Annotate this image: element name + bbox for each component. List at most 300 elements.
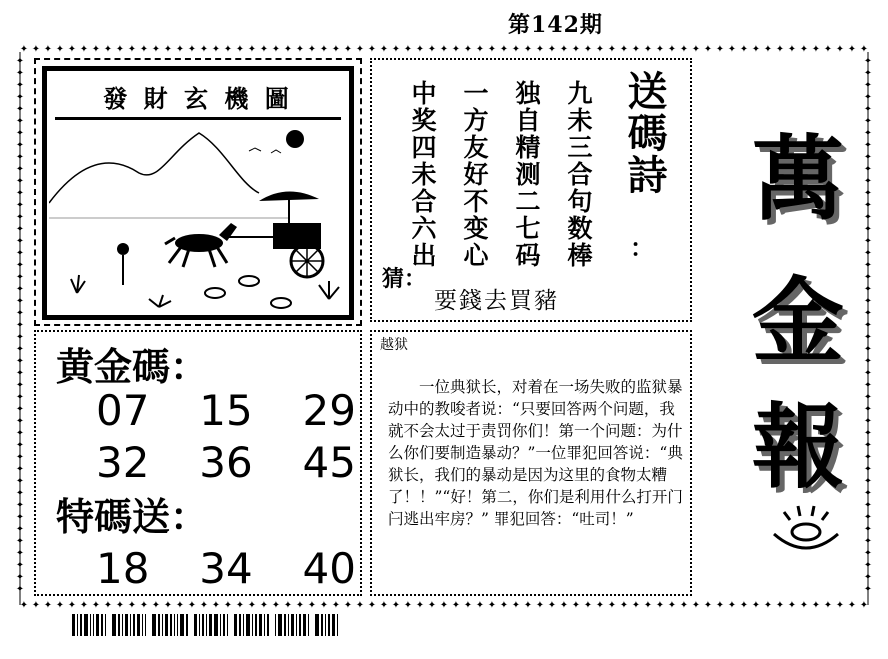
- border-star: ✦: [15, 80, 25, 91]
- border-star: ✦: [223, 600, 233, 611]
- barcode-bar: [137, 614, 140, 636]
- border-star: ✦: [811, 600, 821, 611]
- border-star: ✦: [811, 44, 821, 55]
- border-star: ✦: [859, 600, 869, 611]
- barcode-bar: [246, 614, 250, 636]
- brand-char-3: 報: [752, 393, 845, 501]
- barcode-bar: [90, 614, 91, 636]
- border-star: ✦: [511, 44, 521, 55]
- border-star: ✦: [863, 200, 873, 211]
- barcode-bar: [152, 614, 156, 636]
- border-star: ✦: [863, 356, 873, 367]
- border-star: ✦: [15, 524, 25, 535]
- issue-number: 第142期: [508, 12, 603, 38]
- border-star: ✦: [199, 44, 209, 55]
- border-star: ✦: [863, 404, 873, 415]
- border-star: ✦: [863, 512, 873, 523]
- border-star: ✦: [127, 600, 137, 611]
- border-star: ✦: [91, 44, 101, 55]
- carriage-icon: [229, 191, 323, 277]
- border-star: ✦: [863, 140, 873, 151]
- border-star: ✦: [355, 44, 365, 55]
- border-star: ✦: [15, 404, 25, 415]
- border-star: ✦: [863, 296, 873, 307]
- border-star: ✦: [247, 600, 257, 611]
- border-star: ✦: [667, 44, 677, 55]
- border-star: ✦: [559, 44, 569, 55]
- border-star: ✦: [15, 272, 25, 283]
- border-star: ✦: [799, 44, 809, 55]
- border-star: ✦: [15, 428, 25, 439]
- border-star: ✦: [15, 128, 25, 139]
- barcode-bar: [125, 614, 128, 636]
- barcode-bar: [180, 614, 184, 636]
- barcode-bar: [291, 614, 294, 636]
- border-star: ✦: [115, 600, 125, 611]
- border-star: ✦: [55, 600, 65, 611]
- border-star: ✦: [211, 44, 221, 55]
- barcode-bar: [118, 614, 120, 636]
- border-star: ✦: [787, 600, 797, 611]
- border-star: ✦: [15, 536, 25, 547]
- border-star: ✦: [863, 428, 873, 439]
- border-star: ✦: [775, 600, 785, 611]
- border-star: ✦: [43, 600, 53, 611]
- border-star: ✦: [259, 44, 269, 55]
- border-star: ✦: [15, 236, 25, 247]
- border-star: ✦: [487, 600, 497, 611]
- border-star: ✦: [595, 44, 605, 55]
- border-star: ✦: [863, 584, 873, 595]
- border-star: ✦: [863, 152, 873, 163]
- border-star: ✦: [15, 416, 25, 427]
- border-star: ✦: [451, 44, 461, 55]
- border-star: ✦: [355, 600, 365, 611]
- border-star: ✦: [139, 600, 149, 611]
- poem-panel: [370, 58, 692, 322]
- border-star: ✦: [379, 44, 389, 55]
- barcode-bar: [130, 614, 131, 636]
- barcode-bar: [234, 614, 237, 636]
- barcode-bar: [177, 614, 178, 636]
- barcode-bar: [170, 614, 172, 636]
- border-star: ✦: [607, 600, 617, 611]
- border-star: ✦: [319, 600, 329, 611]
- border-star: ✦: [163, 44, 173, 55]
- border-star: ✦: [655, 44, 665, 55]
- brand-char-2: 金: [752, 267, 845, 375]
- border-star: ✦: [863, 500, 873, 511]
- special-row: [96, 544, 356, 593]
- border-star: ✦: [271, 600, 281, 611]
- barcode-bar: [337, 614, 338, 636]
- border-star: ✦: [15, 308, 25, 319]
- gold-number: 29: [302, 386, 356, 435]
- border-star: ✦: [451, 600, 461, 611]
- border-star: ✦: [307, 44, 317, 55]
- border-star: ✦: [863, 260, 873, 271]
- border-star: ✦: [763, 44, 773, 55]
- barcode-bar: [202, 614, 204, 636]
- border-star: ✦: [859, 44, 869, 55]
- barcode-bar: [112, 614, 116, 636]
- gold-row-2: [96, 438, 356, 487]
- border-star: ✦: [487, 44, 497, 55]
- border-star: ✦: [391, 44, 401, 55]
- story-title: 越狱: [380, 337, 408, 353]
- barcode-bar: [80, 614, 82, 636]
- border-star: ✦: [863, 116, 873, 127]
- barcode-bar: [239, 614, 241, 636]
- border-star: ✦: [863, 452, 873, 463]
- special-label: 特碼送：: [56, 494, 209, 539]
- border-star: ✦: [67, 44, 77, 55]
- barcode-bar: [259, 614, 262, 636]
- border-star: ✦: [15, 452, 25, 463]
- border-star: ✦: [15, 584, 25, 595]
- border-star: ✦: [15, 296, 25, 307]
- barcode-bar: [243, 614, 244, 636]
- border-star: ✦: [535, 600, 545, 611]
- border-star: ✦: [511, 600, 521, 611]
- border-star: ✦: [823, 600, 833, 611]
- barcode-bar: [77, 614, 78, 636]
- barcode-bar: [255, 614, 257, 636]
- border-star: ✦: [15, 512, 25, 523]
- border-star: ✦: [463, 600, 473, 611]
- border-star: ✦: [863, 536, 873, 547]
- border-star: ✦: [151, 600, 161, 611]
- border-star: ✦: [715, 600, 725, 611]
- barcode-bar: [299, 614, 301, 636]
- border-star: ✦: [15, 572, 25, 583]
- border-star: ✦: [331, 600, 341, 611]
- border-star: ✦: [691, 44, 701, 55]
- border-star: ✦: [15, 116, 25, 127]
- border-star: ✦: [31, 600, 41, 611]
- poem-line-3: 一方友好不变心: [460, 80, 489, 269]
- barcode-bar: [220, 614, 221, 636]
- border-star: ✦: [15, 152, 25, 163]
- border-star: ✦: [103, 44, 113, 55]
- border-star: ✦: [427, 44, 437, 55]
- gold-label: 黄金碼：: [56, 344, 209, 389]
- gold-number: 15: [199, 386, 253, 435]
- gold-ingot-icon: [768, 500, 844, 560]
- poem-line-4: 中奖四未合六出: [408, 80, 437, 269]
- border-star: ✦: [863, 248, 873, 259]
- gold-number: 32: [96, 438, 150, 487]
- border-star: ✦: [655, 600, 665, 611]
- border-star: ✦: [367, 600, 377, 611]
- border-star: ✦: [391, 600, 401, 611]
- border-star: ✦: [847, 600, 857, 611]
- border-star: ✦: [643, 600, 653, 611]
- border-star: ✦: [823, 44, 833, 55]
- gold-number: 07: [96, 386, 150, 435]
- barcode-bar: [105, 614, 106, 636]
- border-star: ✦: [691, 600, 701, 611]
- border-star: ✦: [679, 44, 689, 55]
- barcode-bar: [325, 614, 326, 636]
- barcode-bar: [332, 614, 335, 636]
- border-star: ✦: [15, 380, 25, 391]
- border-star: ✦: [15, 260, 25, 271]
- border-star: ✦: [211, 600, 221, 611]
- border-star: ✦: [863, 572, 873, 583]
- border-star: ✦: [571, 44, 581, 55]
- border-star: ✦: [331, 44, 341, 55]
- border-star: ✦: [547, 600, 557, 611]
- barcode-bar: [214, 614, 218, 636]
- border-star: ✦: [427, 600, 437, 611]
- border-star: ✦: [15, 164, 25, 175]
- border-star: ✦: [619, 44, 629, 55]
- story-body-wrap: [388, 376, 684, 530]
- border-star: ✦: [863, 392, 873, 403]
- border-star: ✦: [15, 320, 25, 331]
- barcode-bar: [162, 614, 163, 636]
- flower-icon: [117, 243, 129, 285]
- border-star: ✦: [463, 44, 473, 55]
- special-number: 34: [199, 544, 253, 593]
- border-star: ✦: [15, 440, 25, 451]
- border-star: ✦: [863, 80, 873, 91]
- border-star: ✦: [535, 44, 545, 55]
- border-star: ✦: [295, 600, 305, 611]
- border-star: ✦: [863, 224, 873, 235]
- barcode-bar: [158, 614, 160, 636]
- barcode: [72, 614, 372, 640]
- barcode-bar: [142, 614, 143, 636]
- border-star: ✦: [727, 44, 737, 55]
- border-star: ✦: [475, 44, 485, 55]
- border-star: ✦: [863, 320, 873, 331]
- barcode-bar: [278, 614, 282, 636]
- border-star: ✦: [559, 600, 569, 611]
- border-star: ✦: [763, 600, 773, 611]
- border-star: ✦: [15, 368, 25, 379]
- border-star: ✦: [403, 600, 413, 611]
- border-star: ✦: [55, 44, 65, 55]
- barcode-bar: [93, 614, 94, 636]
- border-star: ✦: [863, 308, 873, 319]
- guess-label: 猜：: [382, 266, 427, 292]
- border-star: ✦: [15, 224, 25, 235]
- gold-number: 36: [199, 438, 253, 487]
- barcode-bar: [315, 614, 319, 636]
- border-star: ✦: [247, 44, 257, 55]
- barcode-bar: [264, 614, 265, 636]
- border-star: ✦: [187, 44, 197, 55]
- gold-number: 45: [302, 438, 356, 487]
- border-star: ✦: [739, 44, 749, 55]
- border-star: ✦: [15, 500, 25, 511]
- puzzle-title: 發 財 玄 機 圖: [103, 84, 293, 113]
- border-star: ✦: [15, 392, 25, 403]
- barcode-bar: [328, 614, 330, 636]
- barcode-bar: [206, 614, 207, 636]
- barcode-bar: [199, 614, 200, 636]
- border-star: ✦: [175, 44, 185, 55]
- barcode-bar: [321, 614, 323, 636]
- poem-line-1: 九未三合句数棒: [564, 80, 593, 269]
- border-star: ✦: [863, 104, 873, 115]
- barcode-bar: [84, 614, 88, 636]
- border-star: ✦: [523, 44, 533, 55]
- border-star: ✦: [863, 380, 873, 391]
- border-star: ✦: [499, 600, 509, 611]
- border-star: ✦: [379, 600, 389, 611]
- border-star: ✦: [863, 272, 873, 283]
- border-star: ✦: [15, 56, 25, 67]
- stones-icon: [205, 276, 291, 308]
- border-star: ✦: [499, 44, 509, 55]
- border-star: ✦: [15, 200, 25, 211]
- barcode-bar: [284, 614, 286, 636]
- border-star: ✦: [667, 600, 677, 611]
- poem-line-2: 独自精测二七码: [512, 80, 541, 269]
- border-star: ✦: [863, 212, 873, 223]
- barcode-bar: [72, 614, 75, 636]
- border-star: ✦: [19, 600, 29, 611]
- border-star: ✦: [115, 44, 125, 55]
- border-star: ✦: [571, 600, 581, 611]
- border-star: ✦: [863, 368, 873, 379]
- border-star: ✦: [319, 44, 329, 55]
- title-divider: [55, 117, 341, 120]
- border-star: ✦: [235, 44, 245, 55]
- barcode-bar: [145, 614, 146, 636]
- special-number: 18: [96, 544, 150, 593]
- puzzle-illustration: [49, 123, 347, 315]
- barcode-bar: [122, 614, 123, 636]
- barcode-bar: [296, 614, 297, 636]
- border-star: ✦: [367, 44, 377, 55]
- barcode-bar: [194, 614, 197, 636]
- border-star: ✦: [727, 600, 737, 611]
- horse-icon: [165, 223, 237, 267]
- border-star: ✦: [259, 600, 269, 611]
- border-star: ✦: [15, 464, 25, 475]
- barcode-bar: [96, 614, 99, 636]
- border-star: ✦: [79, 44, 89, 55]
- barcode-bar: [133, 614, 135, 636]
- border-star: ✦: [863, 476, 873, 487]
- barcode-bar: [267, 614, 269, 636]
- border-star: ✦: [847, 44, 857, 55]
- border-star: ✦: [475, 600, 485, 611]
- border-star: ✦: [863, 128, 873, 139]
- border-star: ✦: [31, 44, 41, 55]
- barcode-bar: [174, 614, 175, 636]
- border-star: ✦: [15, 188, 25, 199]
- border-star: ✦: [863, 56, 873, 67]
- border-star: ✦: [15, 68, 25, 79]
- border-star: ✦: [715, 44, 725, 55]
- sun-icon: [286, 130, 304, 148]
- border-star: ✦: [631, 600, 641, 611]
- border-star: ✦: [343, 44, 353, 55]
- barcode-bar: [186, 614, 188, 636]
- border-star: ✦: [295, 44, 305, 55]
- border-star: ✦: [703, 44, 713, 55]
- border-star: ✦: [863, 236, 873, 247]
- border-star: ✦: [863, 92, 873, 103]
- barcode-bar: [227, 614, 228, 636]
- story-panel: [370, 330, 692, 596]
- story-body: 一位典狱长，对着在一场失败的监狱暴动中的教唆者说：“只要回答两个问题，我就不会太过于责罚你们！第一个问题：为什么你们要制造暴动？”一位罪犯回答说：“典狱长，我们的暴动是因为这里的食物太糟了！！”“好！第二，你们是利用什么打开门闩逃出牢房？” 罪犯回答：“吐司！”: [388, 378, 683, 528]
- border-star: ✦: [283, 44, 293, 55]
- barcode-bar: [303, 614, 306, 636]
- border-star: ✦: [863, 332, 873, 343]
- border-star: ✦: [547, 44, 557, 55]
- border-star: ✦: [15, 92, 25, 103]
- border-star: ✦: [835, 44, 845, 55]
- border-star: ✦: [271, 44, 281, 55]
- barcode-bar: [223, 614, 225, 636]
- border-star: ✦: [15, 284, 25, 295]
- border-star: ✦: [199, 600, 209, 611]
- border-star: ✦: [863, 524, 873, 535]
- border-star: ✦: [631, 44, 641, 55]
- border-star: ✦: [619, 600, 629, 611]
- barcode-bar: [209, 614, 212, 636]
- border-star: ✦: [863, 164, 873, 175]
- special-number: 40: [302, 544, 356, 593]
- border-star: ✦: [15, 476, 25, 487]
- barcode-bar: [252, 614, 253, 636]
- border-star: ✦: [15, 212, 25, 223]
- border-star: ✦: [15, 344, 25, 355]
- border-star: ✦: [415, 44, 425, 55]
- border-star: ✦: [583, 44, 593, 55]
- border-star: ✦: [523, 600, 533, 611]
- border-star: ✦: [223, 44, 233, 55]
- border-star: ✦: [79, 600, 89, 611]
- border-star: ✦: [643, 44, 653, 55]
- border-star: ✦: [863, 68, 873, 79]
- border-star: ✦: [679, 600, 689, 611]
- puzzle-picture-frame: [42, 66, 354, 320]
- border-star: ✦: [863, 284, 873, 295]
- border-star: ✦: [15, 248, 25, 259]
- barcode-bar: [288, 614, 289, 636]
- barcode-bar: [275, 614, 276, 636]
- guess-answer: 要錢去買豬: [434, 288, 559, 314]
- border-star: ✦: [15, 560, 25, 571]
- border-star: ✦: [15, 332, 25, 343]
- border-star: ✦: [863, 488, 873, 499]
- gold-row-1: [96, 386, 356, 435]
- border-star: ✦: [863, 416, 873, 427]
- border-star: ✦: [595, 600, 605, 611]
- border-star: ✦: [751, 44, 761, 55]
- border-star: ✦: [863, 176, 873, 187]
- border-star: ✦: [739, 600, 749, 611]
- border-star: ✦: [15, 356, 25, 367]
- poem-title-dots: ：: [630, 233, 654, 262]
- border-star: ✦: [19, 44, 29, 55]
- border-star: ✦: [787, 44, 797, 55]
- border-star: ✦: [343, 600, 353, 611]
- border-star: ✦: [439, 600, 449, 611]
- barcode-bar: [101, 614, 103, 636]
- border-star: ✦: [415, 600, 425, 611]
- border-star: ✦: [307, 600, 317, 611]
- border-star: ✦: [151, 44, 161, 55]
- border-star: ✦: [703, 600, 713, 611]
